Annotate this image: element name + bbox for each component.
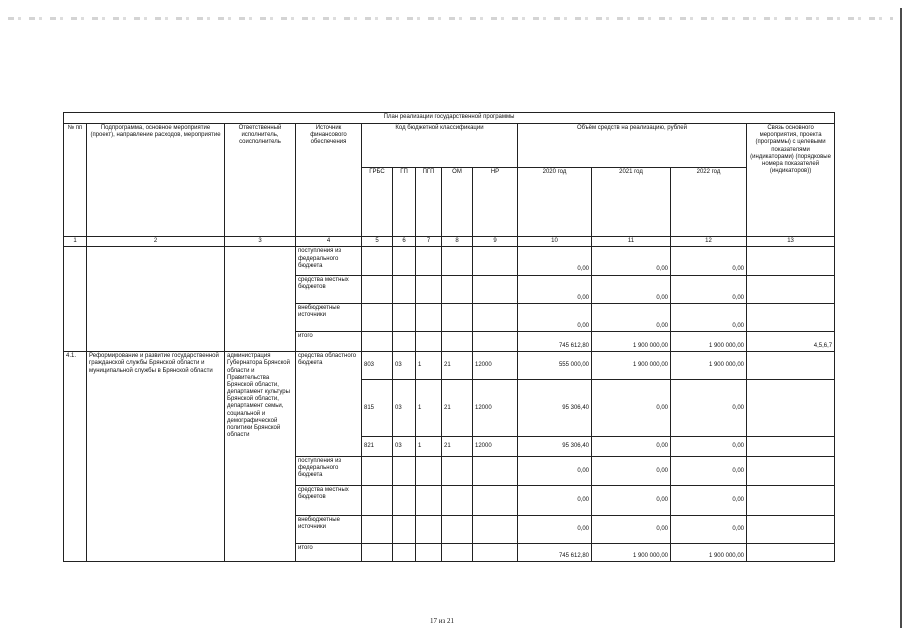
value-2021: 0,00 [592, 515, 671, 543]
gp-cell: 03 [393, 380, 416, 436]
om-cell: 21 [442, 380, 473, 436]
program-plan-table [63, 112, 835, 562]
col-number: 8 [442, 237, 473, 247]
col-number: 6 [393, 237, 416, 247]
group1-executor-cell [225, 247, 296, 352]
value-2020: 0,00 [518, 457, 592, 486]
scan-noise-top [8, 17, 893, 20]
col-number: 13 [747, 237, 835, 247]
header-budget-code: Код бюджетной классификации [362, 124, 518, 168]
page-number: 17 из 21 [430, 617, 455, 625]
header-volume: Объём средств на реализацию, рублей [518, 124, 747, 168]
source-cell: внебюджетные источники [296, 515, 362, 543]
nr-cell: 12000 [473, 436, 518, 456]
header-nr: НР [473, 168, 518, 237]
grbs-cell: 803 [362, 352, 393, 380]
value-2020: 0,00 [518, 247, 592, 275]
value-2022: 1 900 000,00 [671, 352, 747, 380]
pgp-cell: 1 [416, 380, 442, 436]
nr-cell: 12000 [473, 380, 518, 436]
header-link: Связь основного мероприятия, проекта (программы) с целевыми показателями (индикаторами) (порядковые номера показателей (индикаторов)) [747, 124, 835, 237]
source-cell: поступления из федерального бюджета [296, 457, 362, 486]
header-pgp: ПГП [416, 168, 442, 237]
scan-edge-right [900, 8, 902, 628]
value-2022: 0,00 [671, 515, 747, 543]
col-number: 1 [64, 237, 87, 247]
value-2020: 555 000,00 [518, 352, 592, 380]
value-2021: 0,00 [592, 380, 671, 436]
value-2020: 95 306,40 [518, 436, 592, 456]
table-row [64, 352, 835, 380]
om-cell: 21 [442, 436, 473, 456]
value-2020: 95 306,40 [518, 380, 592, 436]
source-cell: внебюджетные источники [296, 303, 362, 331]
value-2021: 0,00 [592, 486, 671, 515]
table-title: План реализации государственной программы [64, 113, 835, 124]
value-2022: 0,00 [671, 457, 747, 486]
group1-subprogram-cell [87, 247, 225, 352]
value-2022: 0,00 [671, 275, 747, 303]
value-2022: 0,00 [671, 436, 747, 456]
value-2020: 0,00 [518, 303, 592, 331]
indicator-link: 4,5,6,7 [747, 332, 835, 352]
value-2020: 745 612,80 [518, 543, 592, 561]
value-2021: 1 900 000,00 [592, 352, 671, 380]
header-grbs: ГРБС [362, 168, 393, 237]
source-cell: итого [296, 543, 362, 561]
value-2021: 0,00 [592, 457, 671, 486]
grbs-cell: 821 [362, 436, 393, 456]
nr-cell: 12000 [473, 352, 518, 380]
value-2022: 1 900 000,00 [671, 543, 747, 561]
header-num: № пп [64, 124, 87, 237]
om-cell: 21 [442, 352, 473, 380]
source-cell: итого [296, 332, 362, 352]
value-2021: 1 900 000,00 [592, 543, 671, 561]
item-subprogram: Реформирование и развитие государственной гражданской службы Брянской области и муниципальной службы в Брянской области [87, 352, 225, 562]
source-cell: средства местных бюджетов [296, 486, 362, 515]
col-number: 12 [671, 237, 747, 247]
col-number: 7 [416, 237, 442, 247]
header-2021: 2021 год [592, 168, 671, 237]
value-2020: 0,00 [518, 275, 592, 303]
value-2021: 0,00 [592, 436, 671, 456]
header-2022: 2022 год [671, 168, 747, 237]
value-2022: 0,00 [671, 380, 747, 436]
group1-num-cell [64, 247, 87, 352]
header-executor: Ответственный исполнитель, соисполнитель [225, 124, 296, 237]
gp-cell: 03 [393, 436, 416, 456]
header-om: ОМ [442, 168, 473, 237]
source-cell: средства местных бюджетов [296, 275, 362, 303]
col-number: 9 [473, 237, 518, 247]
value-2020: 745 612,80 [518, 332, 592, 352]
value-2020: 0,00 [518, 486, 592, 515]
value-2022: 0,00 [671, 303, 747, 331]
value-2021: 0,00 [592, 303, 671, 331]
col-number: 11 [592, 237, 671, 247]
value-2020: 0,00 [518, 515, 592, 543]
pgp-cell: 1 [416, 436, 442, 456]
gp-cell: 03 [393, 352, 416, 380]
pgp-cell: 1 [416, 352, 442, 380]
source-cell: средства областного бюджета [296, 352, 362, 457]
value-2022: 0,00 [671, 486, 747, 515]
value-2021: 0,00 [592, 275, 671, 303]
grbs-cell: 815 [362, 380, 393, 436]
value-2022: 0,00 [671, 247, 747, 275]
header-source: Источник финансового обеспечения [296, 124, 362, 237]
col-number: 5 [362, 237, 393, 247]
table-row [64, 247, 835, 275]
item-executor: администрация Губернатора Брянской области и Правительства Брянской области, департамент культуры Брянской области, департамент семьи, социальной и демографической политики Брянской области [225, 352, 296, 562]
header-gp: ГП [393, 168, 416, 237]
col-number: 3 [225, 237, 296, 247]
source-cell: поступления из федерального бюджета [296, 247, 362, 275]
col-number: 2 [87, 237, 225, 247]
item-number: 4.1. [64, 352, 87, 562]
value-2021: 1 900 000,00 [592, 332, 671, 352]
header-subprogram: Подпрограмма, основное мероприятие (проект), направление расходов, мероприятие [87, 124, 225, 237]
col-number: 10 [518, 237, 592, 247]
header-2020: 2020 год [518, 168, 592, 237]
col-number: 4 [296, 237, 362, 247]
value-2022: 1 900 000,00 [671, 332, 747, 352]
value-2021: 0,00 [592, 247, 671, 275]
